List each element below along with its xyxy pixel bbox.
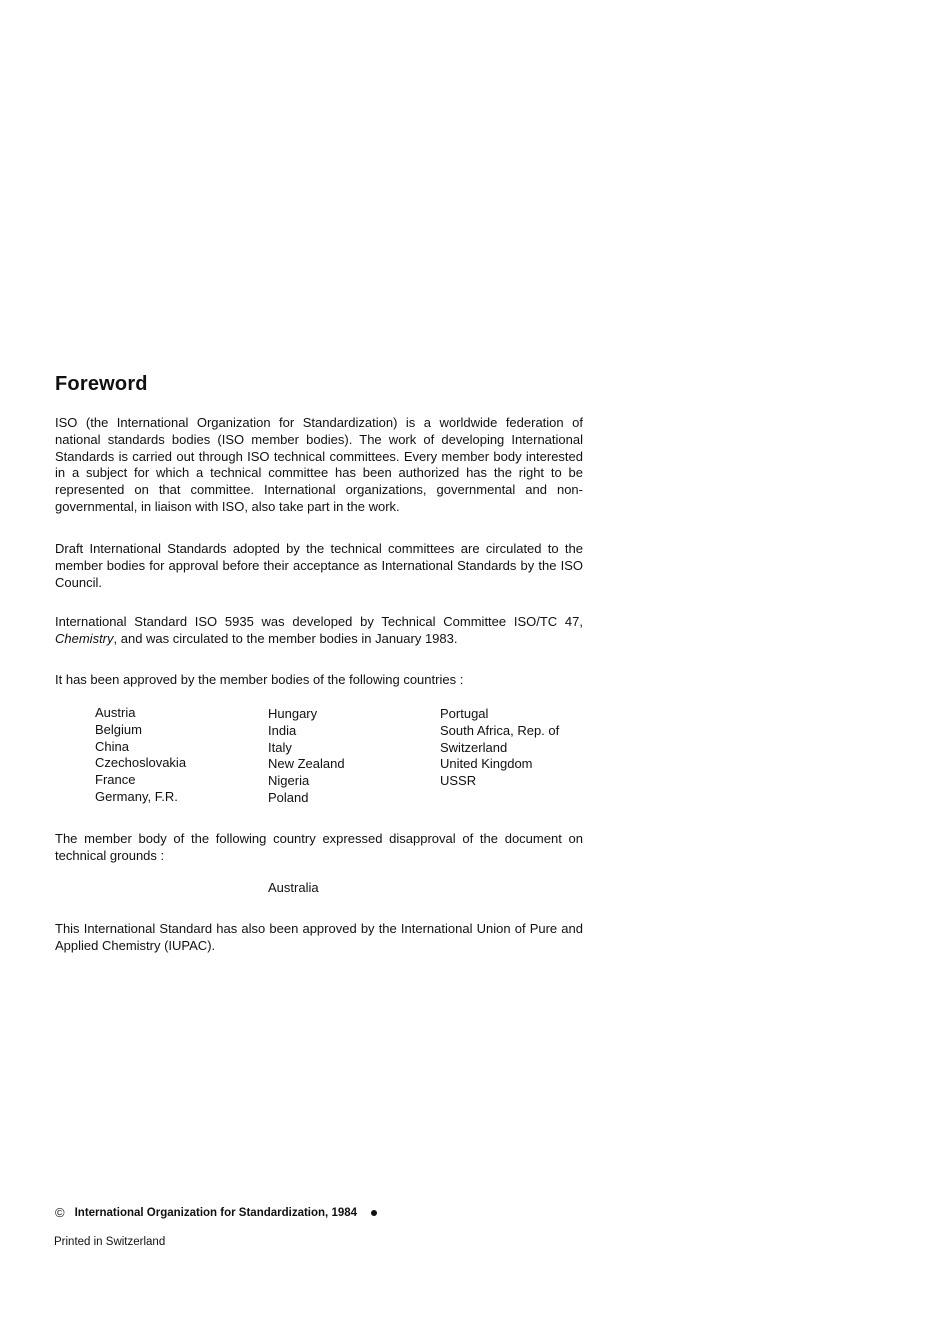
paragraph-standard-development-end: , and was circulated to the member bodies in January 1983.	[113, 630, 458, 646]
country-item: Austria	[95, 705, 136, 720]
country-item: Switzerland	[440, 739, 508, 755]
country-item: Nigeria	[268, 773, 310, 789]
country-item: New Zealand	[268, 756, 345, 772]
paragraph-draft-standards: Draft International Standards adopted by the technical committees are circulated to the member bodies for approval before their acceptance as International Standards by the ISO Council.	[55, 541, 583, 590]
copyright-line	[55, 1205, 377, 1220]
copyright-text: International Organization for Standardization, 1984	[74, 1206, 358, 1219]
country-item: Poland	[268, 789, 309, 805]
country-item: India	[268, 722, 297, 738]
country-item: USSR	[440, 773, 477, 789]
disapproving-country: Australia	[268, 880, 319, 895]
country-item: United Kingdom	[440, 756, 533, 772]
printed-in: Printed in Switzerland	[54, 1236, 166, 1248]
paragraph-disapproval-intro: The member body of the following country expressed disapproval of the document on technical grounds :	[55, 831, 583, 863]
country-item: China	[95, 738, 129, 754]
country-item: Czechoslovakia	[95, 755, 187, 771]
country-list-column-3	[440, 706, 559, 790]
paragraph-standard-development-start: International Standard ISO 5935 was developed by Technical Committee ISO/TC 47,	[55, 614, 583, 629]
country-list-column-1	[95, 705, 186, 806]
paragraph-iso-description: ISO (the International Organization for Standardization) is a worldwide federation of national standards bodies (ISO member bodies). The work of developing International Standards is carried out through ISO technical committees. Every member body interested in a subject for which a technical committee has been authorized has the right to be represented on that committee. International organizations, governmental and non-governmental, in liaison with ISO, also take part in the work.	[55, 415, 583, 514]
page-title: Foreword	[55, 373, 148, 395]
copyright-icon: ©	[55, 1205, 65, 1220]
country-item: France	[95, 772, 136, 788]
country-item: South Africa, Rep. of	[440, 722, 560, 738]
committee-name: Chemistry	[55, 630, 114, 646]
country-item: Hungary	[268, 706, 318, 721]
country-item: Portugal	[440, 706, 489, 721]
country-item: Belgium	[95, 721, 142, 737]
country-item: Italy	[268, 739, 292, 755]
country-list-column-2	[268, 706, 345, 807]
paragraph-standard-development	[55, 614, 583, 648]
bullet-icon	[371, 1210, 377, 1216]
paragraph-iupac-approval: This International Standard has also been approved by the International Union of Pure and Applied Chemistry (IUPAC).	[55, 921, 583, 953]
paragraph-approval-intro: It has been approved by the member bodies of the following countries :	[55, 672, 464, 687]
country-item: Germany, F.R.	[95, 788, 178, 804]
